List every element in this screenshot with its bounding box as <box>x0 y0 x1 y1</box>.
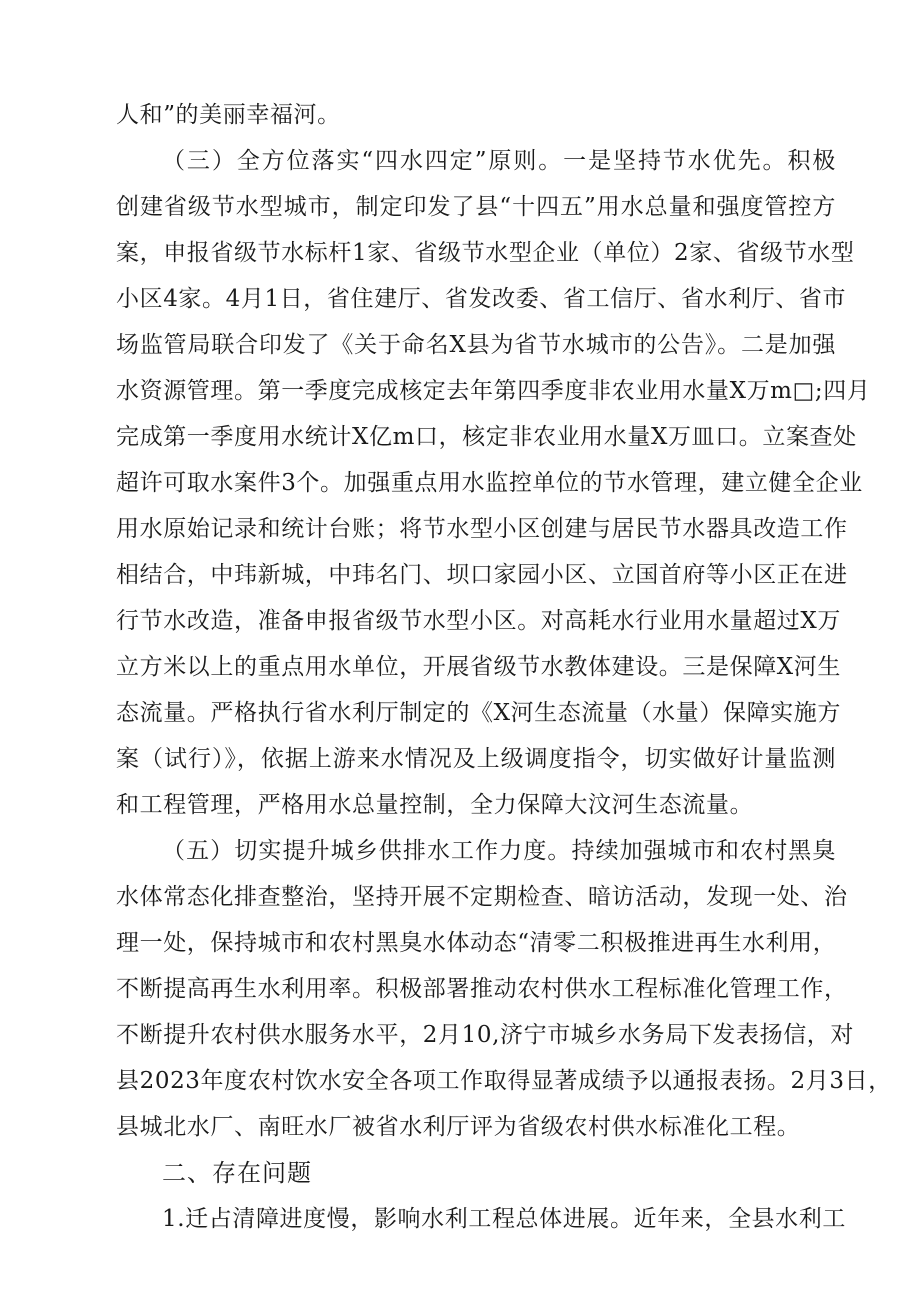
paragraph-line: 用水原始记录和统计台账；将节水型小区创建与居民节水器具改造工作 <box>116 516 848 542</box>
paragraph-line: 小区4家。4月1日，省住建厅、省发改委、省工信厅、省水利厅、省市 <box>116 286 847 312</box>
paragraph-line: 不断提高再生水利用率。积极部署推动农村供水工程标准化管理工作， <box>116 976 848 1002</box>
paragraph-line: 理一处，保持城市和农村黑臭水体动态“清零二积极推进再生水利用， <box>116 930 837 956</box>
section-heading: 二、存在问题 <box>162 1159 312 1187</box>
paragraph-line: 县城北水厂、南旺水厂被省水利厅评为省级农村供水标准化工程。 <box>116 1114 801 1140</box>
paragraph-line: 和工程管理，严格用水总量控制，全力保障大汶河生态流量。 <box>116 792 754 818</box>
paragraph-line: 场监管局联合印发了《关于命名X县为省节水城市的公告》。二是加强 <box>116 332 836 358</box>
paragraph-line: （三）全方位落实“四水四定”原则。一是坚持节水优先。积极 <box>162 148 836 174</box>
paragraph-line: 水资源管理。第一季度完成核定去年第四季度非农业用水量X万m□;四月 <box>116 378 871 404</box>
paragraph-line: 立方米以上的重点用水单位，开展省级节水教体建设。三是保障X河生 <box>116 654 841 680</box>
paragraph-line: 行节水改造，准备申报省级节水型小区。对高耗水行业用水量超过X万 <box>116 608 841 634</box>
paragraph-line: 案，申报省级节水标杆1家、省级节水型企业（单位）2家、省级节水型 <box>116 240 855 266</box>
paragraph-line: 县2023年度农村饮水安全各项工作取得显著成绩予以通报表扬。2月3日， <box>116 1068 892 1094</box>
paragraph-line: 人和”的美丽幸福河。 <box>116 102 341 128</box>
paragraph-line: 完成第一季度用水统计X亿m口，核定非农业用水量X万皿口。立案查处 <box>116 424 857 450</box>
paragraph-line: （五）切实提升城乡供排水工作力度。持续加强城市和农村黑臭 <box>162 838 836 864</box>
paragraph-line: 超许可取水案件3个。加强重点用水监控单位的节水管理，建立健全企业 <box>116 470 863 496</box>
paragraph-line: 态流量。严格执行省水利厅制定的《X河生态流量（水量）保障实施方 <box>116 700 841 726</box>
paragraph-line: 创建省级节水型城市，制定印发了县“十四五”用水总量和强度管控方 <box>116 194 836 220</box>
paragraph-line: 案（试行）》，依据上游来水情况及上级调度指令，切实做好计量监测 <box>116 746 836 772</box>
paragraph-line: 不断提升农村供水服务水平，2月10,济宁市城乡水务局下发表扬信，对 <box>116 1022 855 1048</box>
paragraph-line: 水体常态化排查整治，坚持开展不定期检查、暗访活动，发现一处、治 <box>116 884 848 910</box>
paragraph-line: 1.迁占清障进度慢，影响水利工程总体进展。近年来，全县水利工 <box>162 1206 846 1232</box>
paragraph-line: 相结合，中玮新城，中玮名门、坝口家园小区、立国首府等小区正在进 <box>116 562 848 588</box>
